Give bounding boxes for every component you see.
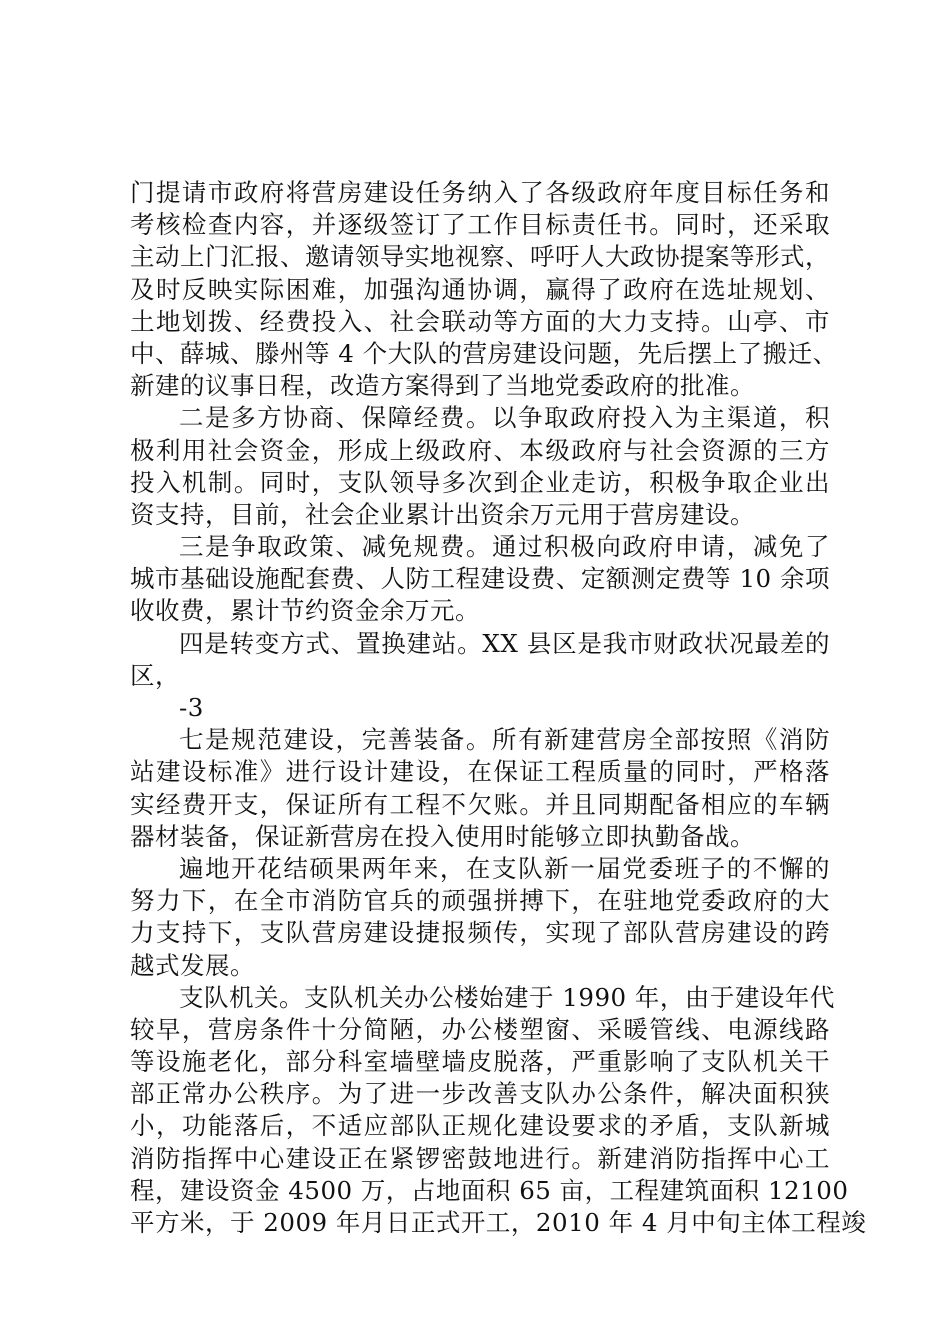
text-line: 部正常办公秩序。为了进一步改善支队办公条件，解决面积狭 bbox=[130, 1079, 830, 1109]
text-line: 实经费开支，保证所有工程不欠账。并且同期配备相应的车辆 bbox=[130, 789, 830, 819]
text-line: 努力下，在全市消防官兵的顽强拼搏下，在驻地党委政府的大 bbox=[130, 886, 830, 916]
text-line: 程，建设资金 4500 万，占地面积 65 亩，工程建筑面积 12100 bbox=[130, 1175, 849, 1205]
text-line: 土地划拨、经费投入、社会联动等方面的大力支持。山亭、市 bbox=[130, 306, 830, 336]
text-line: 等设施老化，部分科室墙壁墙皮脱落，严重影响了支队机关干 bbox=[130, 1047, 830, 1077]
text-line: 消防指挥中心建设正在紧锣密鼓地进行。新建消防指挥中心工 bbox=[130, 1143, 830, 1173]
paragraph-start-line: 二是多方协商、保障经费。以争取政府投入为主渠道，积 bbox=[179, 403, 830, 433]
text-line: 及时反映实际困难，加强沟通协调，赢得了政府在选址规划、 bbox=[130, 274, 830, 304]
text-line: 投入机制。同时，支队领导多次到企业走访，积极争取企业出 bbox=[130, 467, 830, 497]
paragraph-start-line: 四是转变方式、置换建站。XX 县区是我市财政状况最差的 bbox=[179, 628, 830, 658]
text-line: 收收费，累计节约资金余万元。 bbox=[130, 596, 480, 626]
text-line: 资支持，目前，社会企业累计出资余万元用于营房建设。 bbox=[130, 499, 755, 529]
text-line: 站建设标准》进行设计建设，在保证工程质量的同时，严格落 bbox=[130, 757, 830, 787]
text-line: 中、薛城、滕州等 4 个大队的营房建设问题，先后摆上了搬迁、 bbox=[130, 338, 838, 368]
text-line: 城市基础设施配套费、人防工程建设费、定额测定费等 10 余项 bbox=[130, 564, 830, 594]
text-line: 新建的议事日程，改造方案得到了当地党委政府的批准。 bbox=[130, 371, 755, 401]
paragraph-start-line: 遍地开花结硕果两年来，在支队新一届党委班子的不懈的 bbox=[179, 853, 830, 883]
page-marker: -3 bbox=[179, 693, 204, 722]
body-text bbox=[130, 177, 867, 1239]
text-line: 力支持下，支队营房建设捷报频传，实现了部队营房建设的跨 bbox=[130, 918, 830, 948]
text-line: 极利用社会资金，形成上级政府、本级政府与社会资源的三方 bbox=[130, 435, 830, 465]
text-line: 小，功能落后，不适应部队正规化建设要求的矛盾，支队新城 bbox=[130, 1111, 830, 1141]
text-line: 区， bbox=[130, 660, 180, 690]
text-line: 较早，营房条件十分简陋，办公楼塑窗、采暖管线、电源线路 bbox=[130, 1014, 830, 1044]
text-line: 门提请市政府将营房建设任务纳入了各级政府年度目标任务和 bbox=[130, 178, 830, 207]
text-line: 主动上门汇报、邀请领导实地视察、呼吁人大政协提案等形式， bbox=[130, 242, 830, 272]
text-line: 越式发展。 bbox=[130, 950, 255, 980]
paragraph-start-line: 七是规范建设，完善装备。所有新建营房全部按照《消防 bbox=[179, 725, 830, 755]
text-line: 平方米，于 2009 年月日正式开工，2010 年 4 月中旬主体工程竣 bbox=[130, 1208, 867, 1237]
paragraph-start-line: 三是争取政策、减免规费。通过积极向政府申请，减免了 bbox=[179, 532, 830, 562]
text-line: 考核检查内容，并逐级签订了工作目标责任书。同时，还采取 bbox=[130, 210, 830, 240]
paragraph-start-line: 支队机关。支队机关办公楼始建于 1990 年，由于建设年代 bbox=[179, 982, 835, 1012]
text-line: 器材装备，保证新营房在投入使用时能够立即执勤备战。 bbox=[130, 821, 755, 851]
